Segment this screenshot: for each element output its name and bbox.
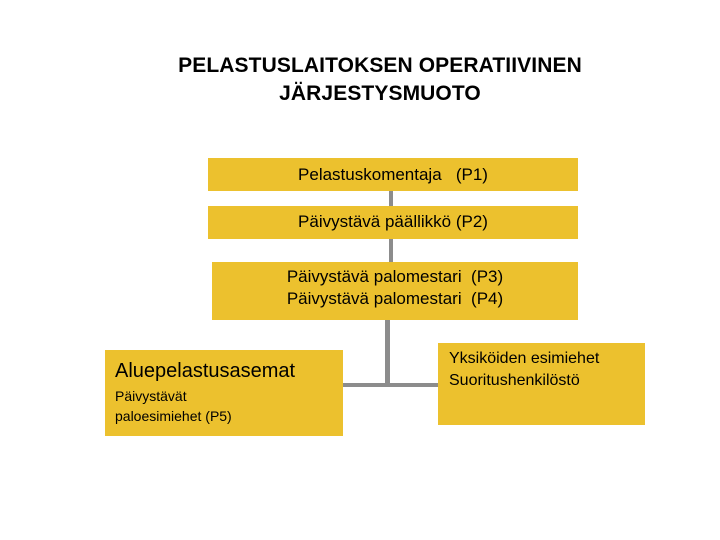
node-p4-label: Päivystävä palomestari (P4) (286, 289, 504, 308)
connector-horizontal-branch (343, 383, 438, 387)
node-p1-label: Pelastuskomentaja (P1) (298, 165, 488, 184)
title-line-2: JÄRJESTYSMUOTO (279, 82, 481, 105)
diagram-title (140, 52, 620, 108)
node-p3-label: Päivystävä palomestari (P3) (286, 267, 504, 286)
node-pelastuskomentaja (208, 158, 578, 191)
connector-p1-p2 (389, 191, 393, 206)
node-paivystava-palomestari (212, 262, 578, 320)
node-left-heading: Aluepelastusasemat (115, 360, 296, 382)
node-left-line-1: Päivystävät (115, 388, 187, 404)
node-right-line-2: Suoritushenkilöstö (449, 372, 580, 389)
node-left-line-2: paloesimiehet (P5) (115, 408, 232, 424)
connector-p2-p3 (389, 239, 393, 262)
connector-p3-branch (385, 320, 390, 386)
node-yksikoiden-esimiehet (438, 343, 645, 425)
node-aluepelastusasemat (105, 350, 343, 436)
title-line-1: PELASTUSLAITOKSEN OPERATIIVINEN (178, 54, 582, 77)
node-right-line-1: Yksiköiden esimiehet (449, 350, 600, 367)
node-p2-label: Päivystävä päällikkö (P2) (298, 212, 488, 231)
node-paivystava-paallikko (208, 206, 578, 239)
